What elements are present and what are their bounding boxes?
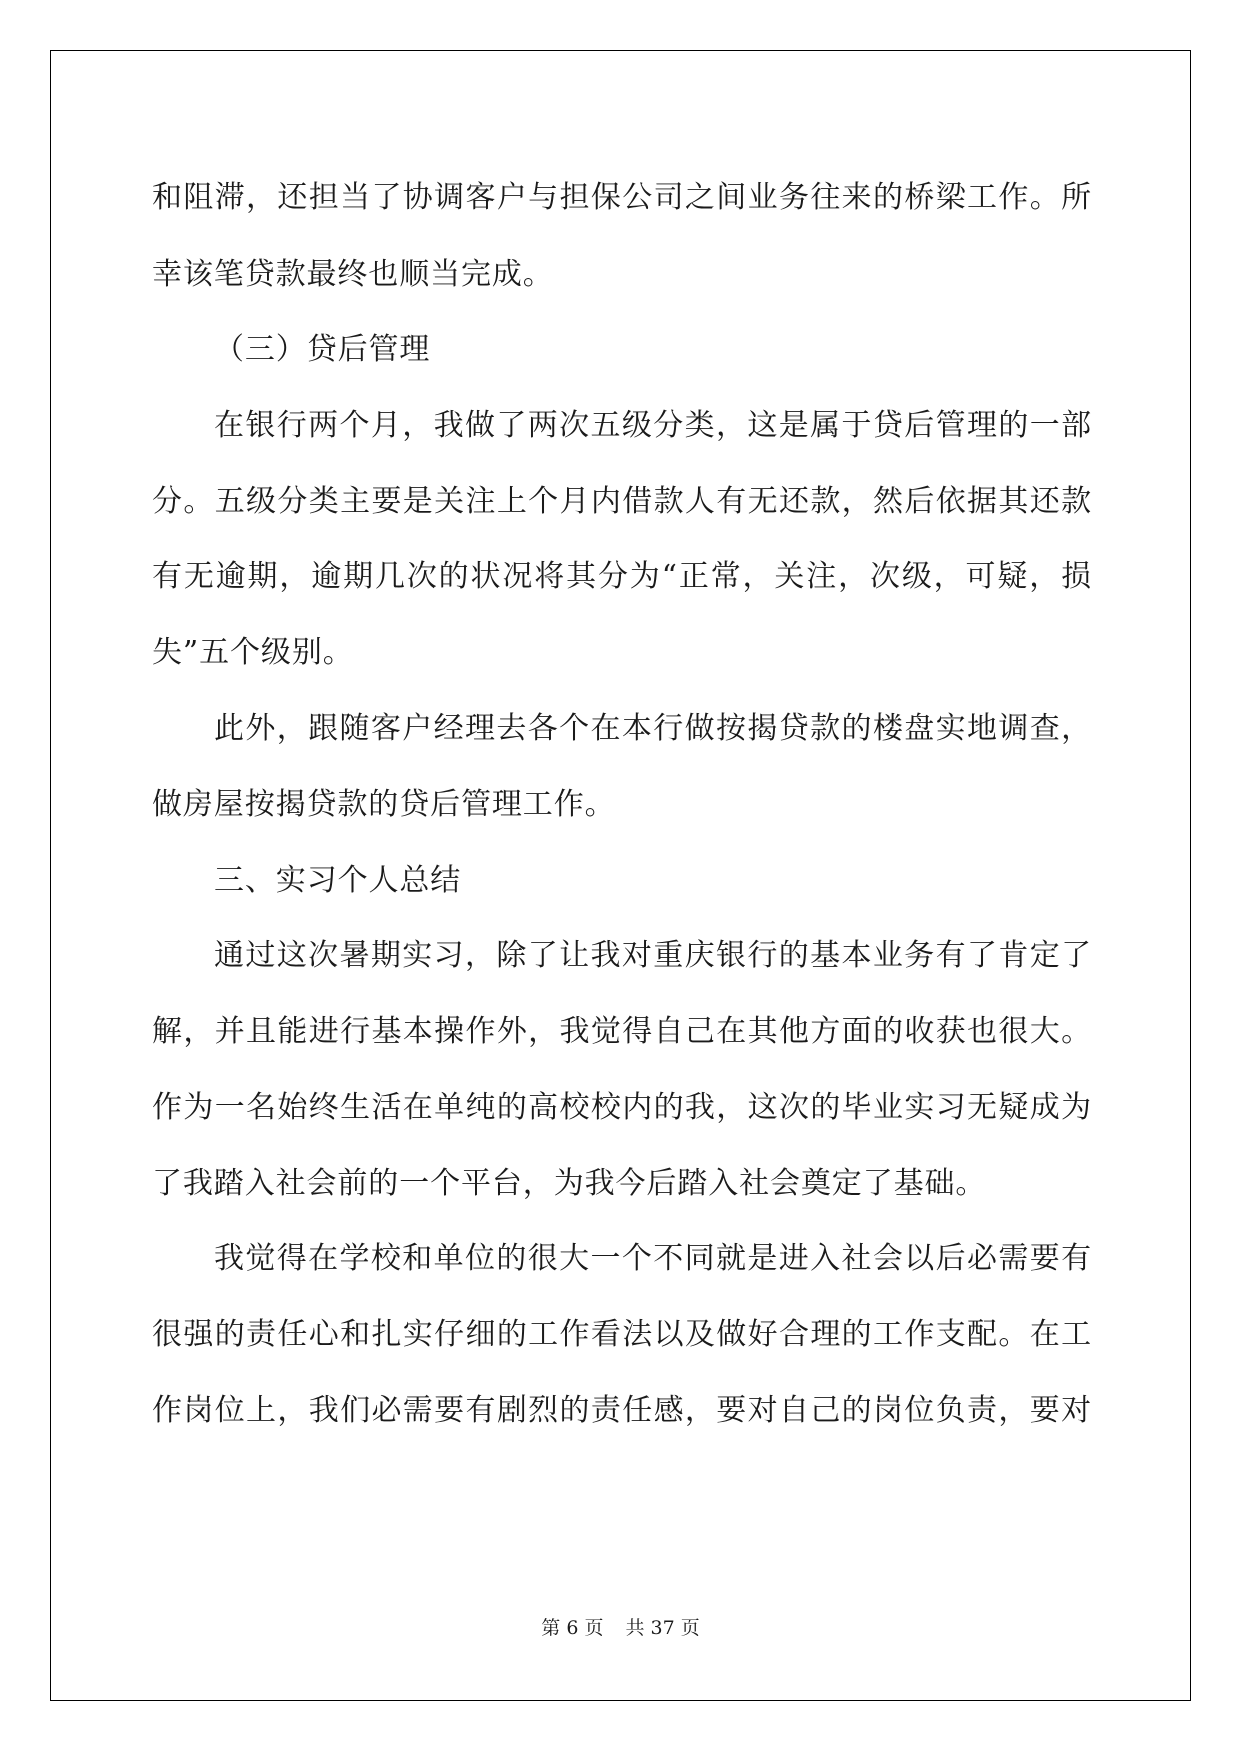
text-line: 作岗位上，我们必需要有剧烈的责任感，要对自己的岗位负责，要对	[152, 1393, 1092, 1428]
text-line: 幸该笔贷款最终也顺当完成。	[152, 257, 554, 292]
page-total: 共 37 页	[625, 1617, 700, 1639]
text-line: 了我踏入社会前的一个平台，为我今后踏入社会奠定了基础。	[152, 1166, 987, 1201]
text-line: 做房屋按揭贷款的贷后管理工作。	[152, 787, 616, 822]
text-line: 失”五个级别。	[152, 635, 354, 670]
text-line: 解，并且能进行基本操作外，我觉得自己在其他方面的收获也很大。	[152, 1014, 1092, 1049]
text-line: 此外，跟随客户经理去各个在本行做按揭贷款的楼盘实地调查，	[214, 711, 1092, 746]
page-number: 第 6 页	[541, 1617, 604, 1639]
text-line: 通过这次暑期实习，除了让我对重庆银行的基本业务有了肯定了	[214, 938, 1092, 973]
section-heading: （三）贷后管理	[214, 332, 431, 367]
text-line: 有无逾期，逾期几次的状况将其分为“正常，关注，次级，可疑，损	[152, 559, 1092, 594]
text-line: 很强的责任心和扎实仔细的工作看法以及做好合理的工作支配。在工	[152, 1317, 1092, 1352]
text-line: 和阻滞，还担当了协调客户与担保公司之间业务往来的桥梁工作。所	[152, 180, 1092, 215]
text-line: 分。五级分类主要是关注上个月内借款人有无还款，然后依据其还款	[152, 484, 1092, 519]
text-line: 在银行两个月，我做了两次五级分类，这是属于贷后管理的一部	[214, 408, 1092, 443]
text-line: 作为一名始终生活在单纯的高校校内的我，这次的毕业实习无疑成为	[152, 1090, 1092, 1125]
section-heading: 三、实习个人总结	[214, 863, 462, 898]
page-footer	[0, 1613, 1241, 1643]
text-line: 我觉得在学校和单位的很大一个不同就是进入社会以后必需要有	[214, 1241, 1092, 1276]
